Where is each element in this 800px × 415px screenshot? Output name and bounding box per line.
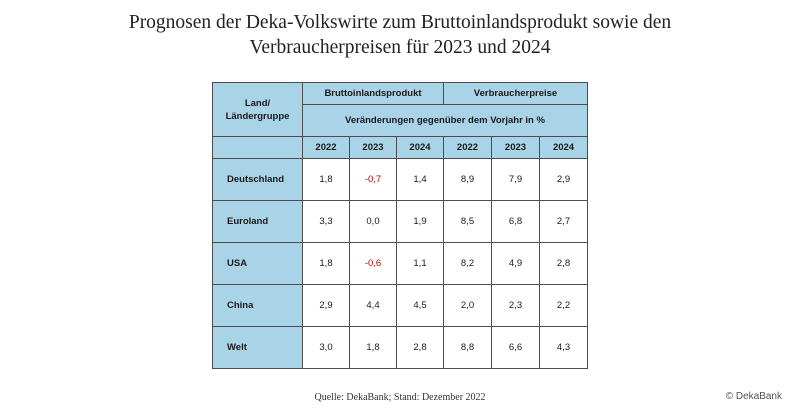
table-row (213, 159, 588, 201)
table-cell: 2,2 (540, 285, 588, 327)
row-label: China (213, 285, 303, 327)
row-label: USA (213, 243, 303, 285)
table-cell: 1,9 (397, 201, 444, 243)
year-header: 2022 (303, 137, 350, 159)
title-line-1: Prognosen der Deka-Volkswirte zum Bruttoinlandsprodukt sowie den (128, 12, 672, 33)
table-row (213, 201, 588, 243)
page-title (0, 10, 800, 60)
year-header: 2023 (350, 137, 397, 159)
forecast-table (212, 82, 588, 369)
corner-header (213, 83, 303, 137)
source-note: Quelle: DekaBank; Stand: Dezember 2022 (314, 392, 486, 403)
row-label: Deutschland (213, 159, 303, 201)
group-header-cpi: Verbraucherpreise (444, 83, 588, 105)
table-cell: 1,8 (303, 159, 350, 201)
table-cell: 4,9 (492, 243, 540, 285)
table-cell: 6,6 (492, 327, 540, 369)
table-cell: 2,8 (540, 243, 588, 285)
subheader-change: Veränderungen gegenüber dem Vorjahr in % (303, 105, 588, 137)
table-row (213, 285, 588, 327)
table-cell: 2,0 (444, 285, 492, 327)
table-cell: 3,3 (303, 201, 350, 243)
table-cell: 2,7 (540, 201, 588, 243)
table-cell: 2,8 (397, 327, 444, 369)
year-header: 2024 (397, 137, 444, 159)
table-cell: 8,8 (444, 327, 492, 369)
year-header: 2023 (492, 137, 540, 159)
table-cell: 2,9 (540, 159, 588, 201)
table-cell: 1,8 (303, 243, 350, 285)
table-cell: 8,9 (444, 159, 492, 201)
table-cell: 4,5 (397, 285, 444, 327)
copyright-note: © DekaBank (725, 391, 782, 402)
row-label: Euroland (213, 201, 303, 243)
table-cell: 7,9 (492, 159, 540, 201)
row-label: Welt (213, 327, 303, 369)
table-cell: 4,4 (350, 285, 397, 327)
table-cell: 8,2 (444, 243, 492, 285)
year-header: 2022 (444, 137, 492, 159)
table-cell: 2,3 (492, 285, 540, 327)
year-header: 2024 (540, 137, 588, 159)
table-cell: 2,9 (303, 285, 350, 327)
table-row (213, 327, 588, 369)
table-cell: 1,4 (397, 159, 444, 201)
table-cell: 6,8 (492, 201, 540, 243)
title-line-2: Verbraucherpreisen für 2023 und 2024 (249, 37, 551, 58)
table-cell: 4,3 (540, 327, 588, 369)
table-row (213, 243, 588, 285)
table-cell: 3,0 (303, 327, 350, 369)
table-cell: -0,6 (350, 243, 397, 285)
corner-empty (213, 137, 303, 159)
corner-label-line-2: Ländergruppe (225, 110, 290, 122)
table-cell: 0,0 (350, 201, 397, 243)
table-cell: 1,8 (350, 327, 397, 369)
corner-label-line-1: Land/ (244, 97, 271, 109)
table-cell: 1,1 (397, 243, 444, 285)
table-cell: 8,5 (444, 201, 492, 243)
table-cell: -0,7 (350, 159, 397, 201)
group-header-gdp: Bruttoinlandsprodukt (303, 83, 444, 105)
